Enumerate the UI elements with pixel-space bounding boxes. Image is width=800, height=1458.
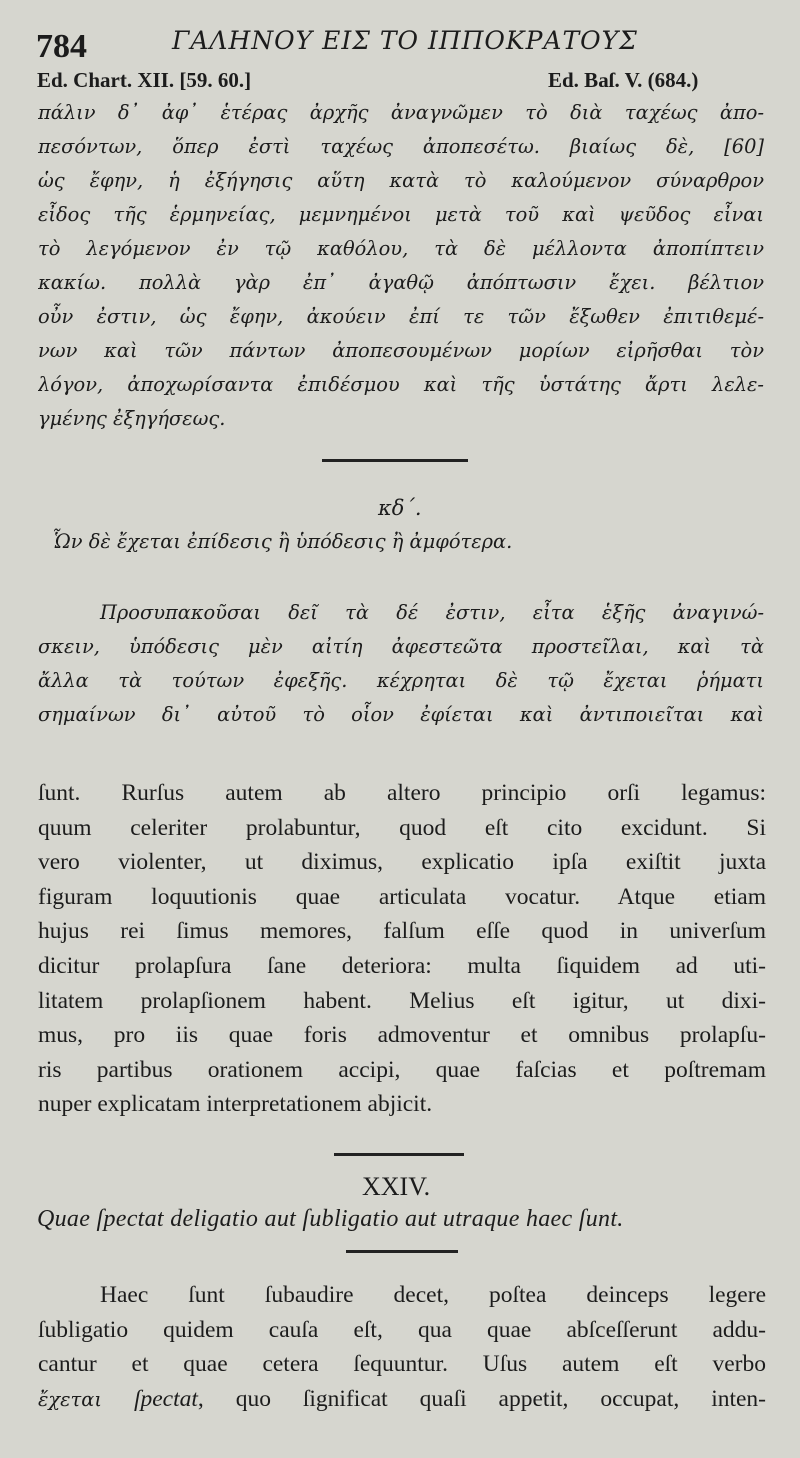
greek-word: ἔχεται — [38, 1387, 102, 1411]
edition-reference-chart: Ed. Chart. XII. [59. 60.] — [37, 68, 252, 92]
text-line: nuper explicatam interpretationem abjicit. — [38, 1091, 433, 1118]
text-line — [38, 1382, 766, 1417]
greek-paragraph-2 — [38, 596, 764, 732]
text-line: νων καὶ τῶν πάντων ἀποπεσουμένων μορίων εἰρῆσθαι τὸν — [38, 339, 764, 362]
text-line: dicitur prolapſura ſane deteriora: multa ſiquidem ad uti- — [38, 952, 766, 979]
page-number: 784 — [36, 28, 87, 65]
latin-paragraph-2 — [38, 1278, 766, 1416]
section-divider — [334, 1153, 464, 1156]
text-line: hujus rei ſimus memores, falſum eſſe quod in univerſum — [38, 918, 766, 945]
edition-reference-basel: Ed. Baſ. V. (684.) — [548, 68, 699, 92]
text-line: εἶδος τῆς ἑρμηνείας, μεμνημένοι μετὰ τοῦ καὶ ψεῦδος εἶναι — [38, 203, 764, 226]
greek-section-number: κδ΄. — [378, 496, 422, 520]
text-line: σκειν, ὑπόδεσις μὲν αἰτίη ἀφεστεῶτα προστεῖλαι, καὶ τὰ — [38, 635, 764, 658]
latin-paragraph-1 — [38, 776, 766, 1122]
text-line: ſubligatio quidem cauſa eſt, qua quae abſceſſerunt addu- — [38, 1316, 766, 1343]
text-line: litatem prolapſionem habent. Melius eſt igitur, ut dixi- — [38, 987, 766, 1014]
greek-section-title: Ὧν δὲ ἔχεται ἐπίδεσις ἢ ὑπόδεσις ἢ ἀμφότερα. — [52, 530, 513, 553]
text-line: κακίω. πολλὰ γὰρ ἐπ᾽ ἀγαθῷ ἀπόπτωσιν ἔχει. βέλτιον — [38, 271, 764, 294]
text-line: ὡς ἔφην, ἡ ἐξήγησις αὕτη κατὰ τὸ καλούμενον σύναρθρον — [38, 169, 764, 192]
section-divider — [346, 1250, 458, 1253]
greek-paragraph-1 — [38, 96, 764, 436]
text-line: Προσυπακοῦσαι δεῖ τὰ δέ ἐστιν, εἶτα ἑξῆς ἀναγινώ- — [100, 601, 764, 624]
text-line: γμένης ἐξηγήσεως. — [38, 407, 226, 430]
text-line: ris partibus orationem accipi, quae faſcias et poſtremam — [38, 1056, 766, 1083]
latin-section-number: XXIV. — [362, 1172, 431, 1201]
line-remainder: , quo ſignificat quaſi appetit, occupat, inten- — [197, 1385, 766, 1412]
text-line: οὖν ἐστιν, ὡς ἔφην, ἀκούειν ἐπί τε τῶν ἔξωθεν ἐπιτιθεμέ- — [38, 305, 764, 328]
latin-section-title: Quae ſpectat deligatio aut ſubligatio aut utraque haec ſunt. — [37, 1206, 624, 1232]
running-title: ΓΑΛΗΝΟΥ ΕΙΣ ΤΟ ΙΠΠΟΚΡΑΤΟΥΣ — [172, 26, 638, 55]
text-line: quum celeriter prolabuntur, quod eſt cito excidunt. Si — [38, 814, 766, 841]
text-line: Haec ſunt ſubaudire decet, poſtea deinceps legere — [100, 1282, 766, 1308]
text-line: λόγον, ἀποχωρίσαντα ἐπιδέσμου καὶ τῆς ὑστάτης ἄρτι λελε- — [38, 373, 764, 396]
text-line: πεσόντων, ὅπερ ἐστὶ ταχέως ἀποπεσέτω. βιαίως δὲ, [60] — [38, 135, 764, 158]
text-line: ſunt. Rurſus autem ab altero principio orſi legamus: — [38, 780, 766, 806]
text-line: σημαίνων δι᾽ αὐτοῦ τὸ οἷον ἐφίεται καὶ ἀντιποιεῖται καὶ — [38, 703, 764, 726]
text-line: vero violenter, ut diximus, explicatio ipſa exiſtit juxta — [38, 849, 766, 876]
text-line: figuram loquutionis quae articulata vocatur. Atque etiam — [38, 883, 766, 910]
text-line: ἄλλα τὰ τούτων ἐφεξῆς. κέχρηται δὲ τῷ ἔχεται ῥήματι — [38, 669, 764, 692]
italic-word: ſpectat — [133, 1385, 198, 1412]
text-line: mus, pro iis quae foris admoventur et omnibus prolapſu- — [38, 1022, 766, 1049]
text-line: πάλιν δ᾽ ἀφ᾽ ἑτέρας ἀρχῆς ἀναγνῶμεν τὸ διὰ ταχέως ἀπο- — [38, 101, 764, 124]
text-line: τὸ λεγόμενον ἐν τῷ καθόλου, τὰ δὲ μέλλοντα ἀποπίπτειν — [38, 237, 764, 260]
section-divider — [322, 459, 468, 462]
text-line: cantur et quae cetera ſequuntur. Uſus autem eſt verbo — [38, 1351, 766, 1378]
